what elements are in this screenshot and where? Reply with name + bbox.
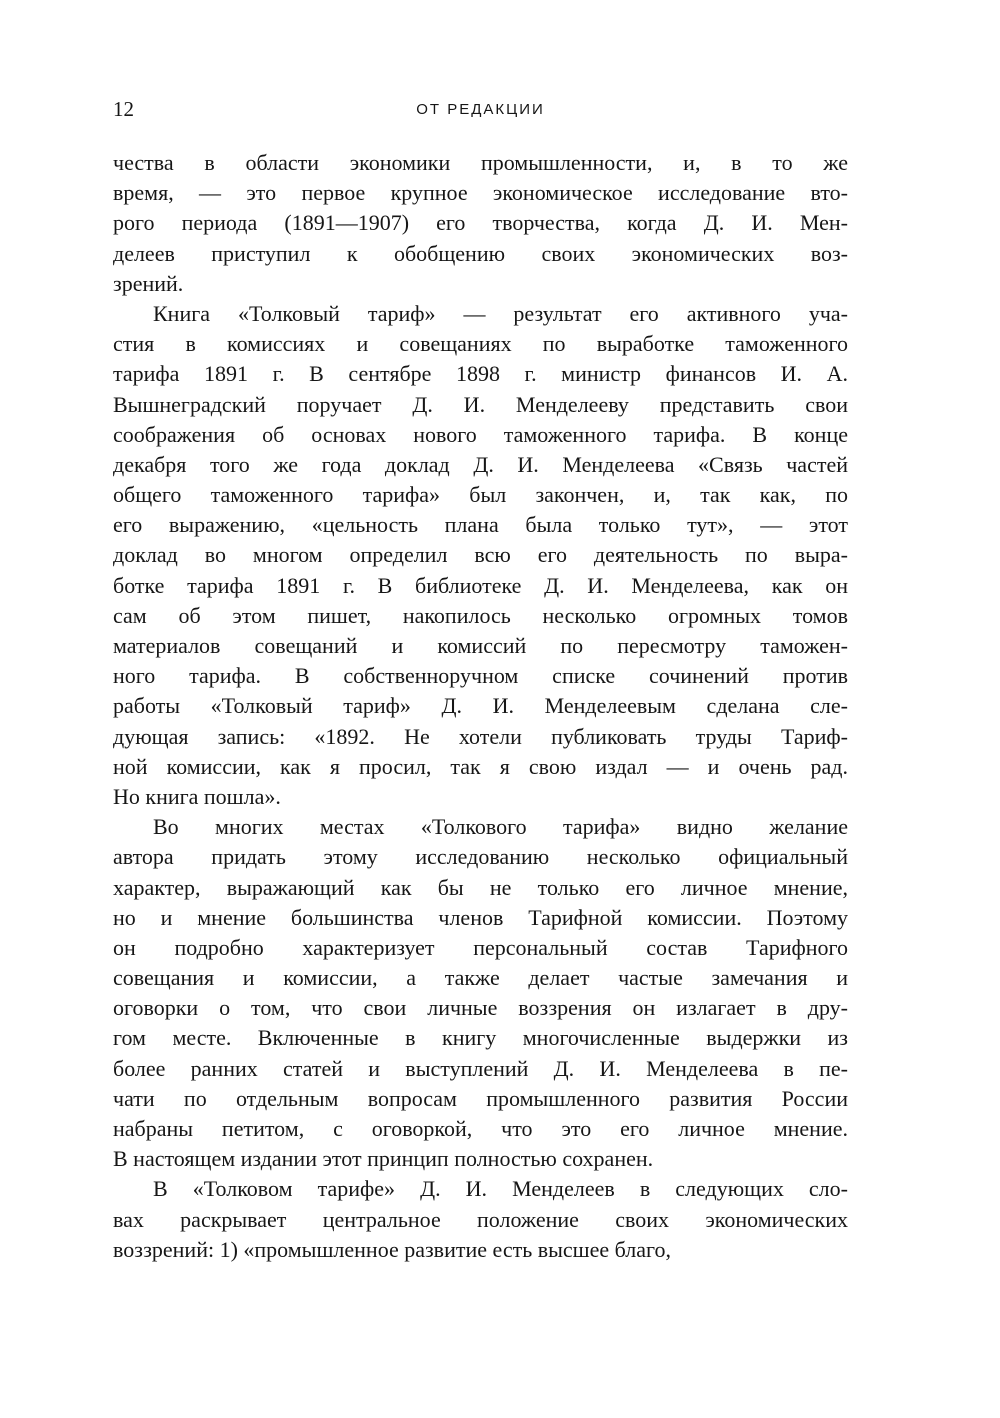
text-line: более ранних статей и выступлений Д. И. Менделеева в пе- xyxy=(113,1055,848,1081)
text-line: ботке тарифа 1891 г. В библиотеке Д. И. Менделеева, как он xyxy=(113,572,848,598)
text-line: сам об этом пишет, накопилось несколько огромных томов xyxy=(113,602,848,628)
text-line: дующая запись: «1892. Не хотели публиковать труды Тариф- xyxy=(113,723,848,749)
body-text xyxy=(113,148,848,1265)
text-line: зрений. xyxy=(113,270,184,296)
page-header xyxy=(113,94,848,126)
text-line: работы «Толковый тариф» Д. И. Менделеевым сделана сле- xyxy=(113,693,848,719)
text-line: время, — это первое крупное экономическое исследование вто- xyxy=(113,180,848,206)
paragraph xyxy=(113,1174,848,1265)
text-line: Во многих местах «Толкового тарифа» видно желание xyxy=(153,814,848,840)
text-line: но и мнение большинства членов Тарифной комиссии. Поэтому xyxy=(113,904,848,930)
paragraph xyxy=(113,299,848,812)
text-line: соображения об основах нового таможенного тарифа. В конце xyxy=(113,421,848,447)
text-line: оговорки о том, что свои личные воззрения он излагает в дру- xyxy=(113,995,848,1021)
text-line: характер, выражающий как бы не только его личное мнение, xyxy=(113,874,848,900)
text-line: делеев приступил к обобщению своих экономических воз- xyxy=(113,240,848,266)
paragraph xyxy=(113,812,848,1174)
text-line: чества в области экономики промышленности, и, в то же xyxy=(113,150,848,175)
text-line: Но книга пошла». xyxy=(113,783,281,809)
text-line: ного тарифа. В собственноручном списке сочинений против xyxy=(113,663,848,689)
page-number: 12 xyxy=(113,97,134,121)
text-line: стия в комиссиях и совещаниях по выработке таможенного xyxy=(113,331,848,357)
text-line: автора придать этому исследованию несколько официальный xyxy=(113,844,848,870)
text-line: декабря того же года доклад Д. И. Менделеева «Связь частей xyxy=(113,451,848,477)
text-line: вах раскрывает центральное положение своих экономических xyxy=(113,1206,848,1232)
text-line: В настоящем издании этот принцип полностью сохранен. xyxy=(113,1146,654,1172)
paragraph xyxy=(113,148,848,299)
text-line: его выражению, «цельность плана была только тут», — этот xyxy=(113,512,848,538)
text-line: Книга «Толковый тариф» — результат его активного уча- xyxy=(153,300,848,326)
text-line: он подробно характеризует персональный состав Тарифного xyxy=(113,934,848,960)
text-line: материалов совещаний и комиссий по пересмотру таможен- xyxy=(113,633,848,658)
text-line: рого периода (1891—1907) его творчества, когда Д. И. Мен- xyxy=(113,210,848,236)
text-line: Вышнеградский поручает Д. И. Менделееву представить свои xyxy=(113,391,848,417)
text-line: воззрений: 1) «промышленное развитие есть высшее благо, xyxy=(113,1236,671,1262)
running-title: ОТ РЕДАКЦИИ xyxy=(416,101,545,118)
text-line: набраны петитом, с оговоркой, что это его личное мнение. xyxy=(113,1116,848,1141)
text-line: гом месте. Включенные в книгу многочисленные выдержки из xyxy=(113,1025,848,1051)
text-line: тарифа 1891 г. В сентябре 1898 г. министр финансов И. А. xyxy=(113,361,848,387)
text-line: ной комиссии, как я просил, так я свою издал — и очень рад. xyxy=(113,753,848,779)
text-line: В «Толковом тарифе» Д. И. Менделеев в следующих сло- xyxy=(153,1176,848,1202)
text-line: чати по отдельным вопросам промышленного развития России xyxy=(113,1085,848,1111)
text-line: доклад во многом определил всю его деятельность по выра- xyxy=(113,542,848,568)
text-line: совещания и комиссии, а также делает частые замечания и xyxy=(113,965,848,991)
text-line: общего таможенного тарифа» был закончен, и, так как, по xyxy=(113,482,848,508)
